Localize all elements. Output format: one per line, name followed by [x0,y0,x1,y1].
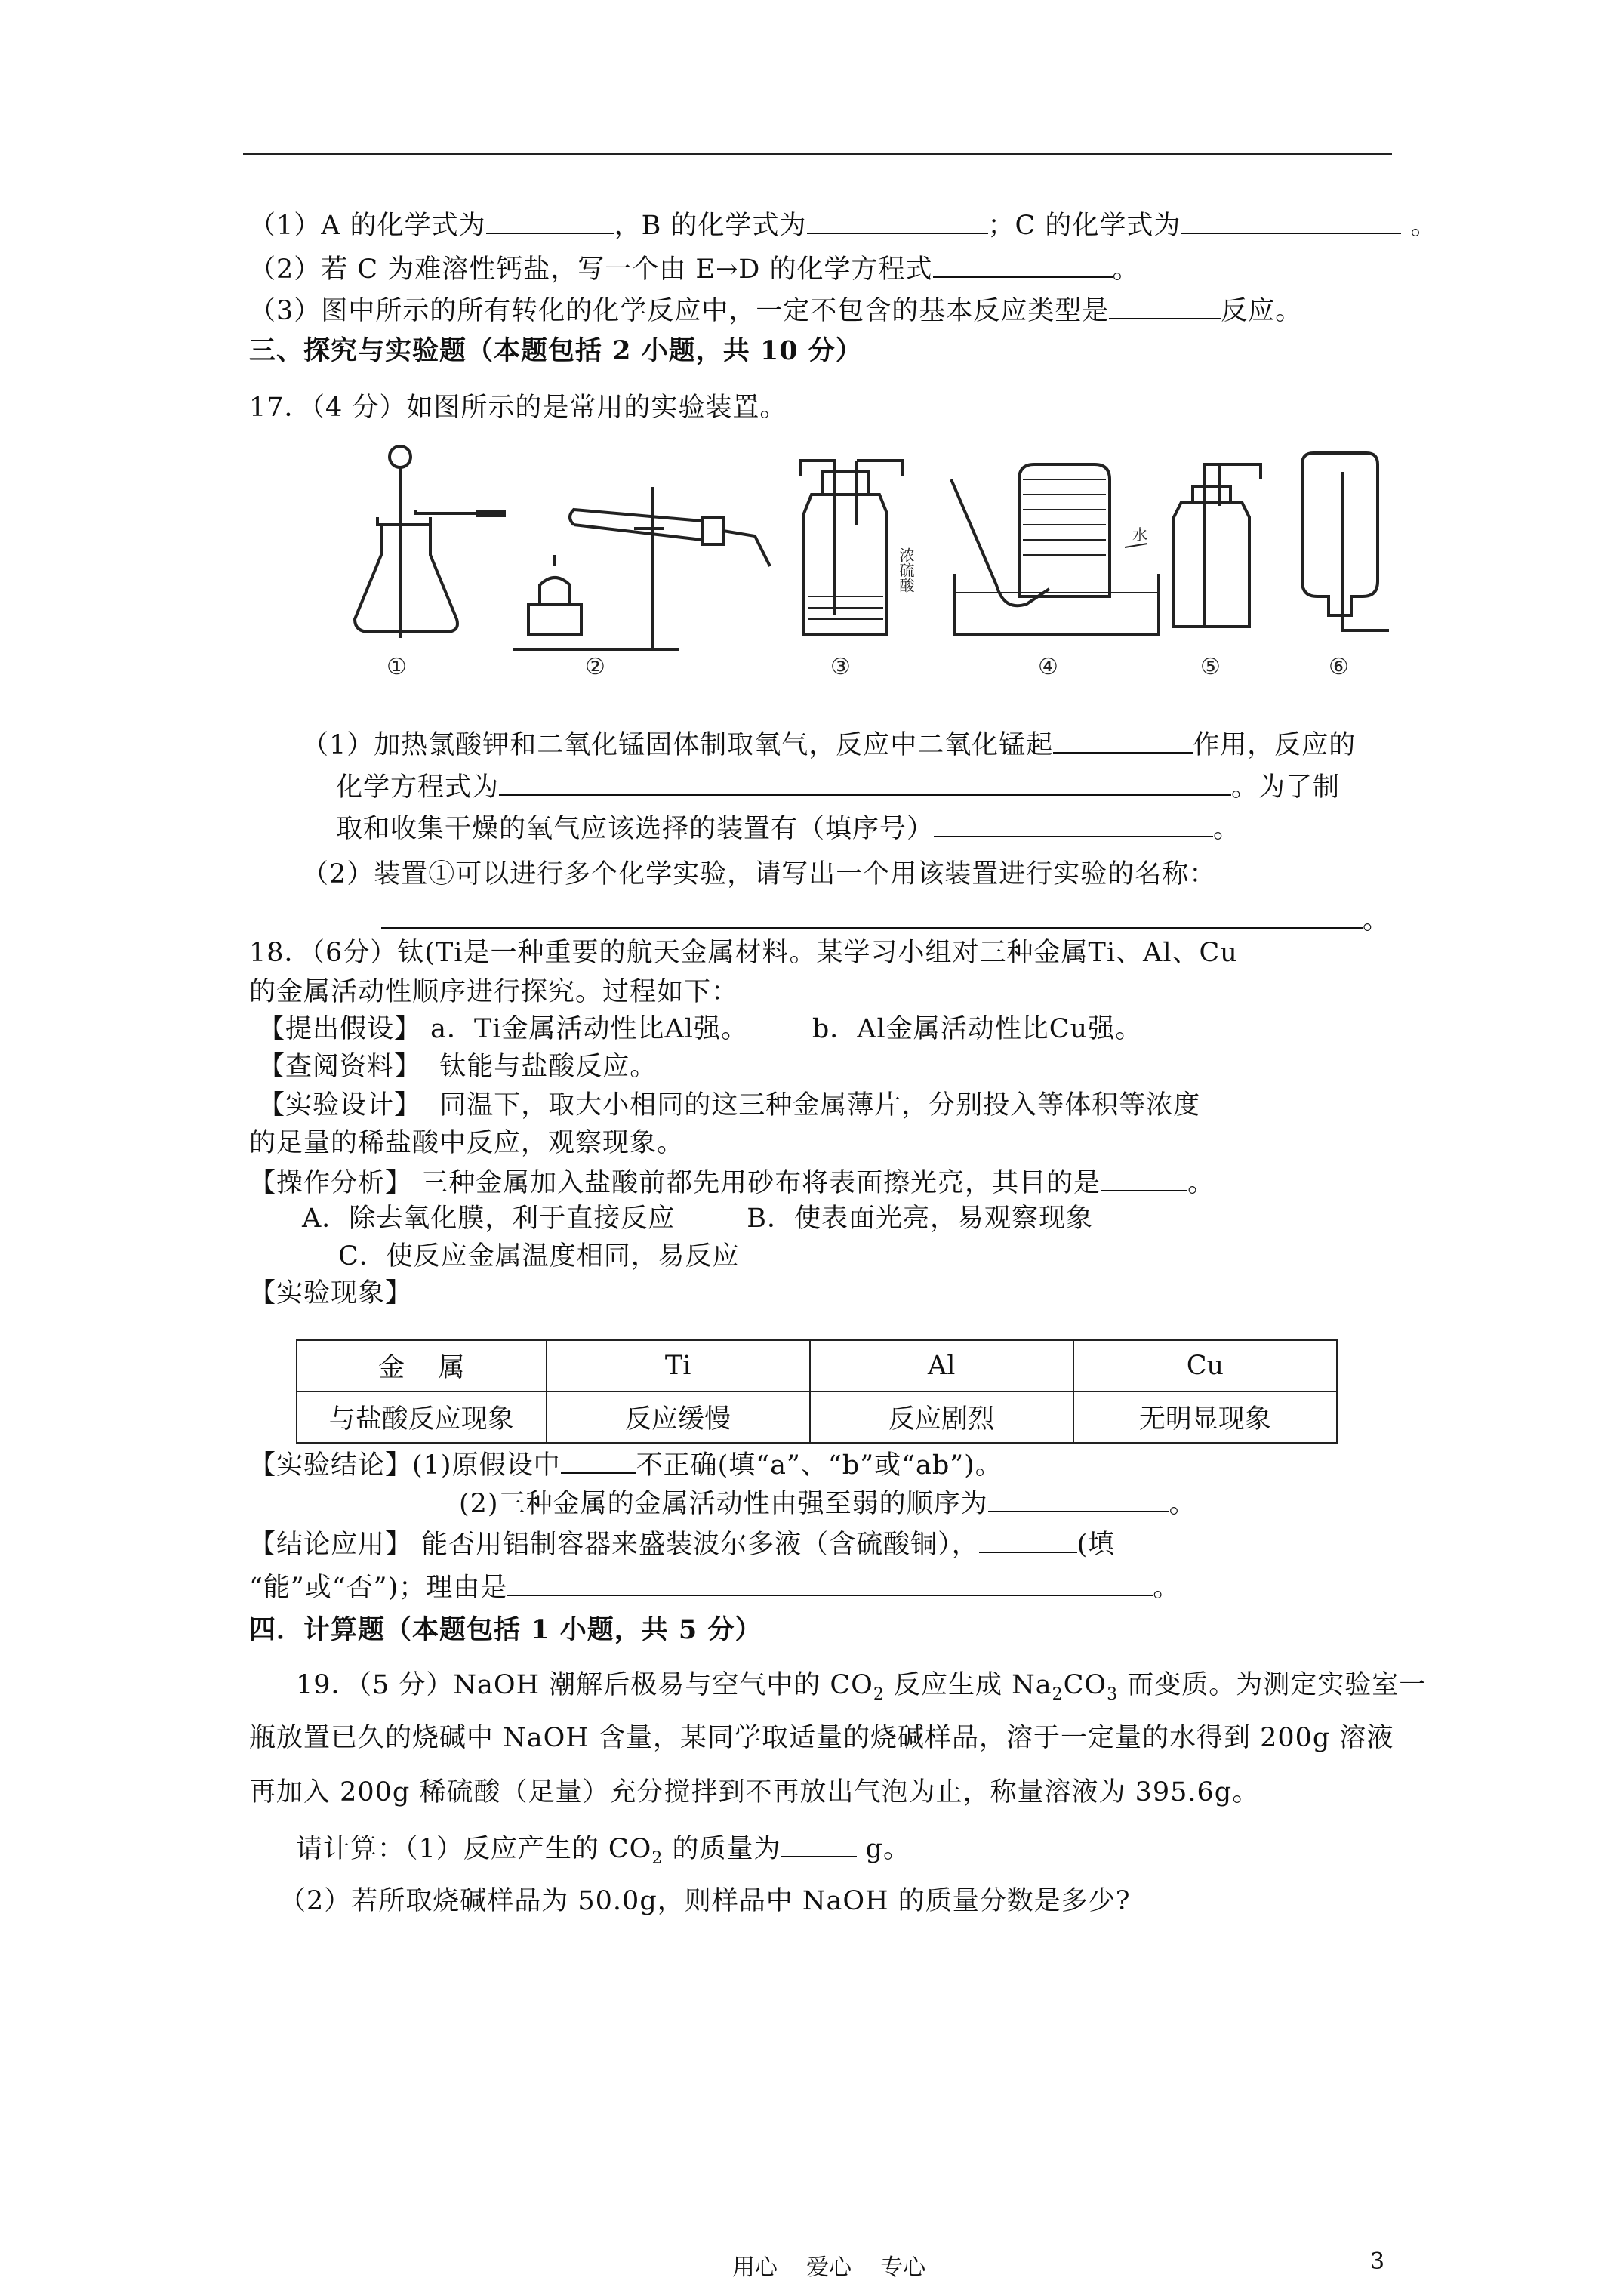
table-cell: 反应缓慢 [547,1391,810,1443]
footer-motto: 用心 爱心 专心 [732,2254,926,2281]
table-cell: 无明显现象 [1073,1391,1337,1443]
q18-application-2: “能”或“否”)；理由是 。 [249,1567,1180,1606]
answer-blank-activity-order[interactable] [988,1484,1169,1512]
wash-bottle-apparatus [800,461,902,634]
q18-intro-1: 18．（6分）钛(Ti是一种重要的航天金属材料。某学习小组对三种金属Ti、Al、Cu [249,938,1238,968]
label-3: ③ [830,654,851,680]
table-cell: 与盐酸反应现象 [297,1391,547,1443]
answer-blank-c[interactable] [1181,205,1401,234]
answer-blank-experiment-name[interactable] [381,900,1363,929]
q16-line-3: （3）图中所示的所有转化的化学反应中，一定不包含的基本反应类型是 反应。 [249,291,1302,329]
label-2: ② [585,654,605,680]
q16-line-2: （2）若 C 为难溶性钙盐，写一个由 E→D 的化学方程式 。 [249,249,1140,288]
answer-blank-a[interactable] [486,205,614,234]
q17-intro: 17．（4 分）如图所示的是常用的实验装置。 [249,393,787,423]
q17-part1-line2: 化学方程式为 。为了制 [336,767,1340,806]
table-header-cell: Ti [547,1340,810,1391]
q18-hypothesis: 【提出假设】 a．Ti金属活动性比Al强。 b．Al金属活动性比Cu强。 [258,1014,1143,1044]
table-header-cell: Cu [1073,1340,1337,1391]
table-row [297,1391,1337,1443]
answer-blank-equation[interactable] [933,249,1113,278]
option-b[interactable]: B．使表面光亮，易观察现象 [747,1203,1094,1234]
option-a[interactable]: A．除去氧化膜，利于直接反应 [302,1203,676,1234]
answer-blank-b[interactable] [807,205,988,234]
q18-lookup: 【查阅资料】 钛能与盐酸反应。 [258,1052,658,1082]
answer-blank-purpose[interactable] [1101,1163,1187,1191]
gas-bottle-5 [1174,464,1261,627]
q19-line-5: （2）若所取烧碱样品为 50.0g，则样品中 NaOH 的质量分数是多少? [279,1886,1131,1916]
q18-intro-2: 的金属活动性顺序进行探究。过程如下： [249,977,739,1007]
page-number: 3 [1370,2248,1385,2275]
conical-flask-apparatus [355,446,506,638]
apparatus-figure [347,434,1404,683]
results-table [296,1339,1338,1444]
section-3-title: 三、探究与实验题（本题包括 2 小题，共 10 分） [249,335,863,366]
water-label: 水 [1132,525,1147,544]
answer-blank-wrong-hypothesis[interactable] [561,1445,636,1474]
water-trough-apparatus [951,464,1159,634]
q18-analysis: 【操作分析】 三种金属加入盐酸前都先用砂布将表面擦光亮，其目的是 。 [249,1163,1215,1201]
q17-part1-line3: 取和收集干燥的氧气应该选择的装置有（填序号） 。 [336,809,1240,847]
q18-options-ab [302,1200,1093,1237]
label-5: ⑤ [1200,654,1221,680]
gas-bottle-6 [1302,453,1389,630]
option-c[interactable]: C．使反应金属温度相同，易反应 [338,1241,740,1271]
answer-blank-reaction-type[interactable] [1109,291,1221,319]
label-4: ④ [1038,654,1058,680]
answer-blank-yes-no[interactable] [979,1524,1077,1553]
q17-part2-answer-line: 。 [381,900,1390,938]
q18-application-1: 【结论应用】 能否用铝制容器来盛装波尔多液（含硫酸铜）， (填 [249,1524,1115,1563]
table-cell: 反应剧烈 [810,1391,1073,1443]
q18-design-2: 的足量的稀盐酸中反应，观察现象。 [249,1128,685,1158]
answer-blank-co2-mass[interactable] [781,1829,857,1857]
label-6: ⑥ [1329,654,1349,680]
q18-phenomena-heading: 【实验现象】 [249,1278,413,1308]
q19-line-1: 19．（5 分）NaOH 潮解后极易与空气中的 $CO_2$ 反应生成 $Na_2CO_3$ 而变质。为测定实验室一 [296,1670,1427,1704]
answer-blank-catalyst-role[interactable] [1053,725,1193,754]
table-header-cell: Al [810,1340,1073,1391]
answer-blank-apparatus-choice[interactable] [934,809,1213,837]
q17-part1-line1: （1）加热氯酸钾和二氧化锰固体制取氧气，反应中二氧化锰起 作用，反应的 [302,725,1356,763]
table-row [297,1340,1337,1391]
concentrated-sulfuric-acid-label: 浓硫酸 [897,547,915,593]
q17-part2: （2）装置①可以进行多个化学实验，请写出一个用该装置进行实验的名称： [302,859,1217,889]
apparatus-drawing [347,434,1404,683]
section-4-title: 四．计算题（本题包括 1 小题，共 5 分） [249,1614,762,1645]
heating-apparatus [513,487,770,649]
q19-line-2: 瓶放置已久的烧碱中 NaOH 含量，某同学取适量的烧碱样品，溶于一定量的水得到 200g 溶液 [249,1723,1394,1753]
q18-conclusion-2: (2)三种金属的金属活动性由强至弱的顺序为 。 [459,1484,1196,1522]
q18-design-1: 【实验设计】 同温下，取大小相同的这三种金属薄片，分别投入等体积等浓度 [258,1090,1201,1120]
q19-line-4: 请计算：（1）反应产生的 $CO_2$ 的质量为 g。 [296,1829,910,1877]
q16-line-1: （1）A 的化学式为 ，B 的化学式为 ；C 的化学式为 。 [249,205,1438,244]
header-rule [243,153,1392,155]
label-1: ① [387,654,407,680]
q18-conclusion-1: 【实验结论】(1)原假设中 不正确(填“a”、“b”或“ab”)。 [249,1445,1002,1484]
table-header-cell: 金 属 [297,1340,547,1391]
answer-blank-equation-o2[interactable] [499,767,1231,796]
answer-blank-reason[interactable] [507,1567,1153,1596]
q19-line-3: 再加入 200g 稀硫酸（足量）充分搅拌到不再放出气泡为止，称量溶液为 395.6g。 [249,1777,1260,1808]
